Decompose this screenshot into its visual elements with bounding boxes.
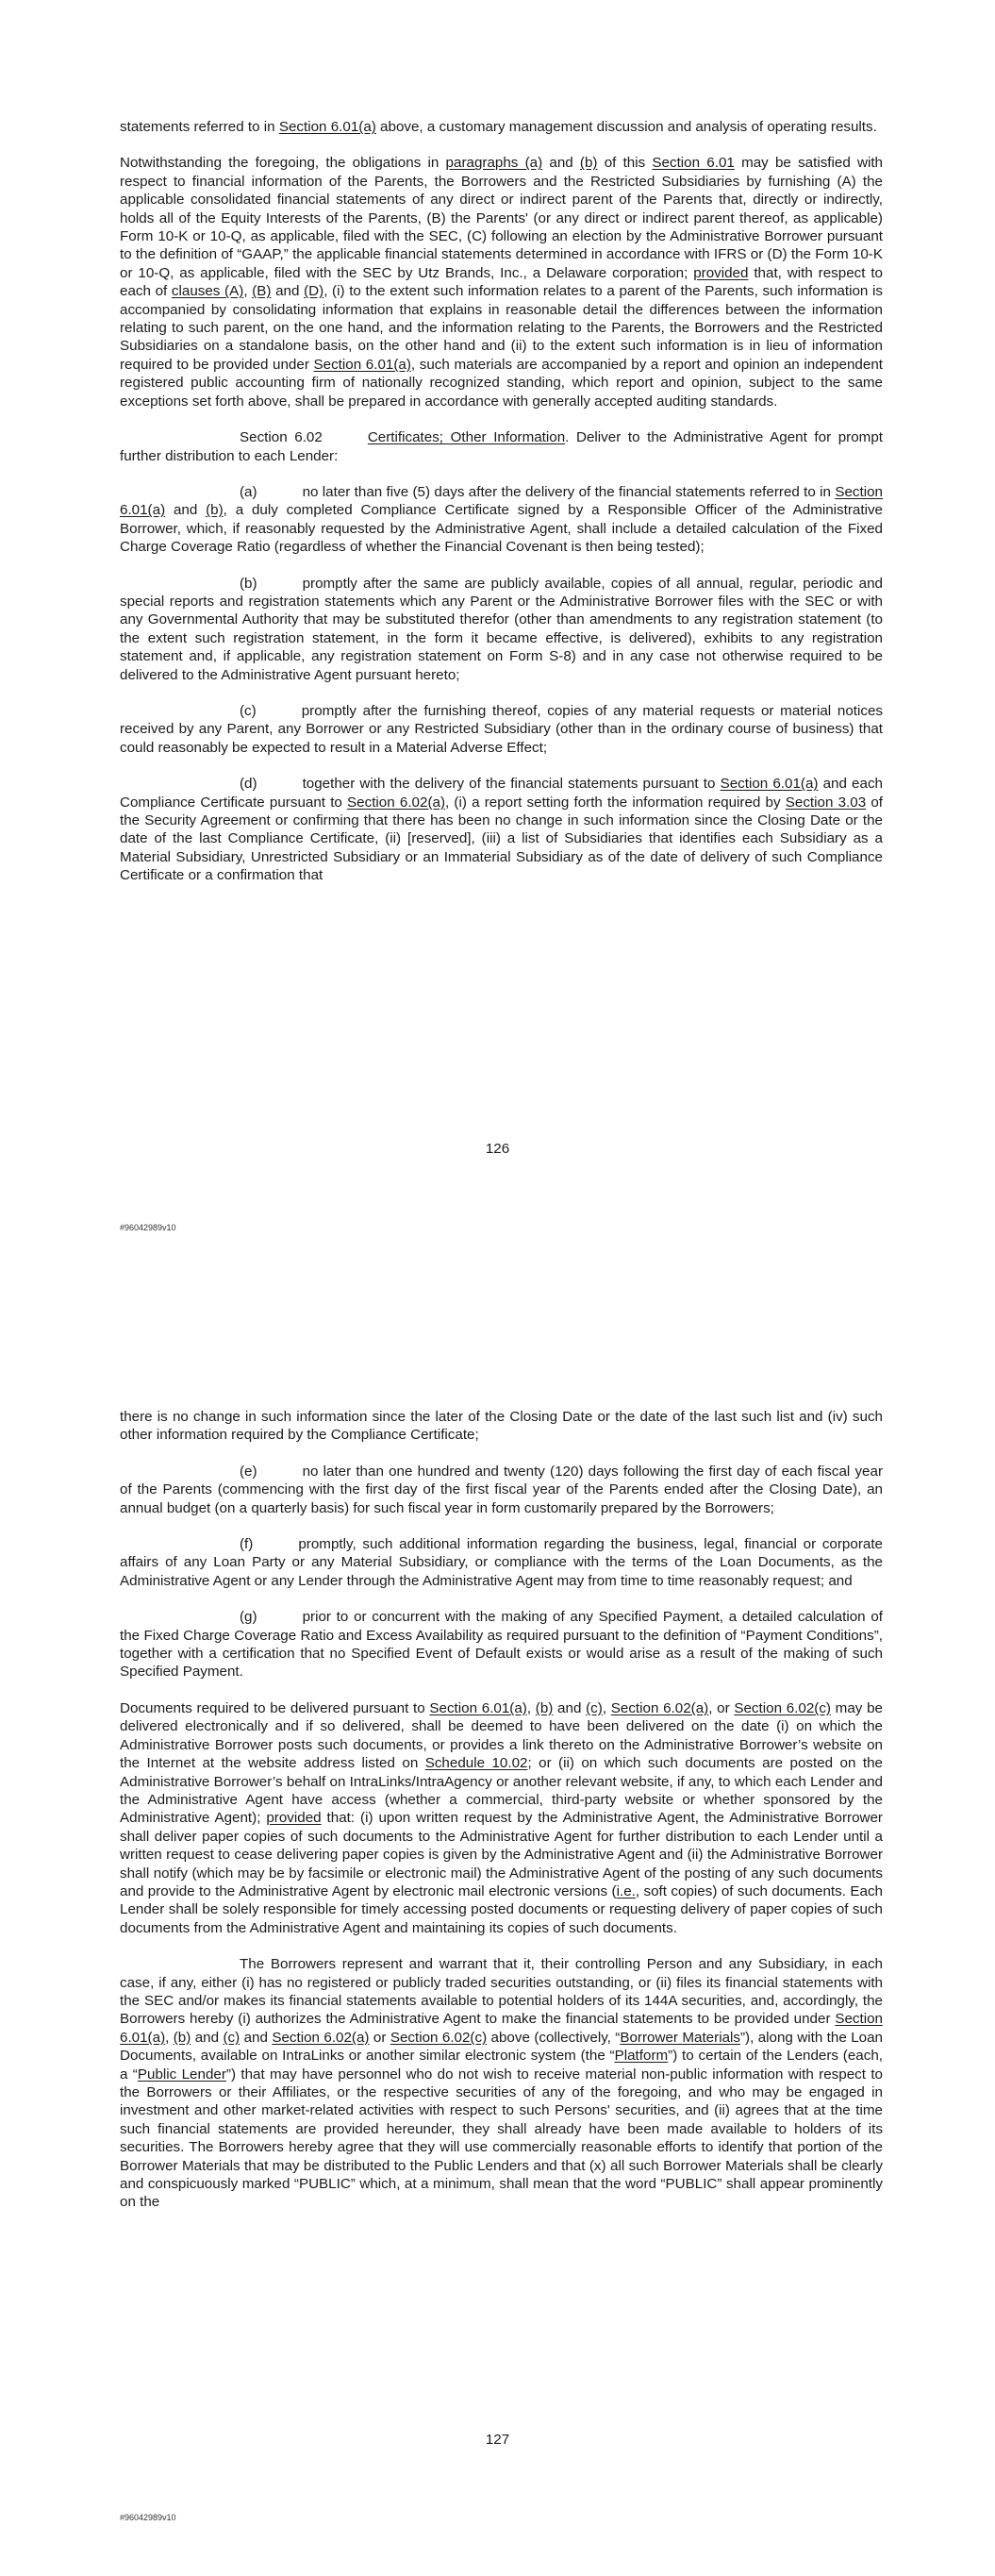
section-title: Certificates; Other Information bbox=[367, 429, 566, 446]
paragraph-continued: there is no change in such information since the later of the Closing Date or the date of the last such list and (iv) such other information required by the Compliance Certificate; bbox=[120, 1409, 883, 1444]
term-platform: Platform bbox=[614, 2048, 669, 2065]
clause-e: (e) no later than one hundred and twenty (120) days following the first day of each fiscal year of the Parents (commencing with the first day of the first fiscal year of the Parents ended after the Closing Date), an annual budget (on a quarterly basis) for such fiscal year in form customarily prepared by the Borrowers; bbox=[120, 1463, 883, 1516]
clause-label: (e) bbox=[240, 1463, 257, 1480]
ref-paragraph-b: (b) bbox=[206, 502, 224, 519]
clause-f: (f) promptly, such additional information regarding the business, legal, financial or corporate affairs of any Loan Party or any Material Subsidiary, or compliance with the terms of the Loan Documents, as the Administrative Agent or any Lender through the Administrative Agent may from time to time reasonably request; and bbox=[120, 1536, 883, 1589]
ref-section-6-02a: Section 6.02(a) bbox=[347, 794, 446, 811]
paragraph-intro: statements referred to in Section 6.01(a) above, a customary management discussion and analysis of operating results. bbox=[120, 119, 877, 135]
ref-section-6-01a: Section 6.01(a) bbox=[313, 356, 411, 373]
clause-d: (d) together with the delivery of the financial statements pursuant to Section 6.01(a) and each Compliance Certificate pursuant to Section 6.02(a), (i) a report setting forth the information required by Section 3.03 of the Security Agreement or confirming that there has been no change in such information since the Closing Date or the date of the last Compliance Certificate, (ii) [reserved], (iii) a list of Subsidiaries that identifies each Subsidiary as a Material Subsidiary, Unrestricted Subsidiary or an Immaterial Subsidiary as of the date of delivery of such Compliance Certificate or a confirmation that bbox=[120, 776, 884, 884]
page-number: 126 bbox=[485, 1141, 510, 1157]
ref-paragraph-b: (b) bbox=[173, 2029, 191, 2046]
section-number: Section 6.02 bbox=[240, 429, 323, 446]
page-127-body bbox=[120, 1408, 883, 2230]
ref-paragraph-c: (c) bbox=[586, 1699, 603, 1716]
ref-section-6-02a: Section 6.02(a) bbox=[610, 1699, 709, 1716]
ref-section-3-03: Section 3.03 bbox=[785, 794, 867, 811]
ref-paragraphs-a: paragraphs (a) bbox=[445, 155, 543, 172]
clause-label: (d) bbox=[240, 776, 257, 793]
term-provided: provided bbox=[693, 264, 749, 281]
paragraph-documents: Documents required to be delivered pursuant to Section 6.01(a), (b) and (c), Section 6.02(a), or Section 6.02(c) may be delivered electronically and if so delivered, shall be deemed to have been delivered on the date (i) on which the Administrative Borrower posts such documents, or provides a link thereto on the Administrative Borrower’s website on the Internet at the website address listed on Schedule 10.02; or (ii) on which such documents are posted on the Administrative Borrower’s behalf on IntraLinks/IntraAgency or another relevant website, if any, to which each Lender and the Administrative Agent have access (whether a commercial, third-party website or whether sponsored by the Administrative Agent); provided that: (i) upon written request by the Administrative Agent, the Administrative Borrower shall deliver paper copies of such documents to the Administrative Agent for further distribution to each Lender until a written request to cease delivering paper copies is given by the Administrative Agent and (ii) the Administrative Borrower shall notify (which may be by facsimile or electronic mail) the Administrative Agent of the posting of any such documents and provide to the Administrative Agent by electronic mail electronic versions (i.e., soft copies) of such documents. Each Lender shall be solely responsible for timely accessing posted documents or requesting delivery of paper copies of such documents from the Administrative Agent and maintaining its copies of such documents. bbox=[120, 1699, 883, 1936]
ref-section-6-02c: Section 6.02(c) bbox=[390, 2029, 488, 2046]
ref-section-6-01a: Section 6.01(a) bbox=[120, 483, 883, 519]
ref-section-6-01a: Section 6.01(a) bbox=[429, 1699, 527, 1716]
ref-section-6-01: Section 6.01 bbox=[652, 155, 735, 172]
term-provided: provided bbox=[266, 1810, 322, 1827]
paragraph-notwithstanding: Notwithstanding the foregoing, the obligations in paragraphs (a) and (b) of this Section 6.01 may be satisfied with respect to financial information of the Parents, the Borrowers and the Restricted Subsidiaries by furnishing (A) the applicable consolidated financial statements of any direct or indirect parent of the Parents that, directly or indirectly, holds all of the Equity Interests of the Parents, (B) the Parents' (or any direct or indirect parent thereof, as applicable) Form 10-K or 10-Q, as applicable, filed with the SEC, (C) following an election by the Administrative Borrower pursuant to the definition of “GAAP,” the applicable financial statements determined in accordance with IFRS or (D) the Form 10-K or 10-Q, as applicable, filed with the SEC by Utz Brands, Inc., a Delaware corporation; provided that, with respect to each of clauses (A), (B) and (D), (i) to the extent such information relates to a parent of the Parents, such information is accompanied by consolidating information that explains in reasonable detail the differences between the information relating to such parent, on the one hand, and the information relating to the Parents, the Borrowers and the Restricted Subsidiaries on a standalone basis, on the other hand and (ii) to the extent such information is in lieu of information required to be provided under Section 6.01(a), such materials are accompanied by a report and opinion an independent registered public accounting firm of nationally recognized standing, which report and opinion, subject to the same exceptions set forth above, shall be prepared in accordance with generally accepted auditing standards. bbox=[120, 155, 884, 410]
page-127 bbox=[0, 1288, 995, 2576]
term-borrower-materials: Borrower Materials bbox=[620, 2029, 740, 2046]
section-6-02-heading: Section 6.02 Certificates; Other Information. Deliver to the Administrative Agent for prompt further distribution to each Lender: bbox=[120, 429, 884, 464]
page-126-body bbox=[120, 118, 883, 903]
ref-section-6-02c: Section 6.02(c) bbox=[734, 1699, 831, 1716]
clause-g: (g) prior to or concurrent with the making of any Specified Payment, a detailed calculation of the Fixed Charge Coverage Ratio and Excess Availability as required pursuant to the definition of “Payment Conditions”, together with a certification that no Specified Event of Default exists or would arise as a result of the making of such Specified Payment. bbox=[120, 1609, 883, 1681]
clause-label: (g) bbox=[240, 1609, 257, 1626]
paragraph-borrowers-represent: The Borrowers represent and warrant that it, their controlling Person and any Subsidiary, in each case, if any, either (i) has no registered or publicly traded securities outstanding, or (ii) files its financial statements with the SEC and/or makes its financial statements available to potential holders of its 144A securities, and, accordingly, the Borrowers hereby (i) authorizes the Administrative Agent to make the financial statements to be provided under Section 6.01(a), (b) and (c) and Section 6.02(a) or Section 6.02(c) above (collectively, “Borrower Materials”), along with the Loan Documents, available on IntraLinks or another similar electronic system (the “Platform”) to certain of the Lenders (each, a “Public Lender”) that may have personnel who do not wish to receive material non-public information with respect to the Borrowers or their Affiliates, or the respective securities of any of the foregoing, and who may be engaged in investment and other market-related activities with respect to such Persons' securities, and (ii) agrees that at the time such financial statements are provided hereunder, they shall already have been made available to holders of its securities. The Borrowers hereby agree that they will use commercially reasonable efforts to identify that portion of the Borrower Materials that may be distributed to the Public Lenders and that (x) all such Borrower Materials shall be clearly and conspicuously marked “PUBLIC” which, at a minimum, shall mean that the word “PUBLIC” shall appear prominently on the bbox=[120, 1956, 883, 2211]
ref-section-6-01a: Section 6.01(a) bbox=[278, 119, 376, 135]
ref-schedule-10-02: Schedule 10.02 bbox=[424, 1755, 528, 1772]
document-id: #96042989v10 bbox=[120, 2513, 176, 2522]
ref-paragraph-c: (c) bbox=[223, 2029, 240, 2046]
term-public-lender: Public Lender bbox=[137, 2066, 226, 2083]
document-id: #96042989v10 bbox=[120, 1223, 176, 1232]
page-number: 127 bbox=[485, 2432, 510, 2448]
clause-label: (b) bbox=[240, 575, 257, 592]
clause-c: (c) promptly after the furnishing thereof, copies of any material requests or material notices received by any Parent, any Borrower or any Restricted Subsidiary (other than in the ordinary course of business) that could reasonably be expected to result in a Material Adverse Effect; bbox=[120, 702, 883, 756]
ref-paragraph-b: (b) bbox=[579, 155, 598, 172]
ref-clause-d: (D) bbox=[304, 283, 324, 300]
ref-clause-a: clauses (A) bbox=[171, 283, 244, 300]
term-ie: i.e. bbox=[616, 1882, 636, 1899]
ref-section-6-01a: Section 6.01(a) bbox=[720, 776, 819, 793]
clause-label: (f) bbox=[240, 1536, 254, 1553]
ref-section-6-02a: Section 6.02(a) bbox=[272, 2029, 370, 2046]
clause-b: (b) promptly after the same are publicly available, copies of all annual, regular, periodic and special reports and registration statements which any Parent or the Administrative Borrower files with the SEC or with any Governmental Authority that may be substituted therefor (other than amendments to any registration statement (to the extent such registration statement, in the form it became effective, is delivered), exhibits to any registration statement and, if applicable, any registration statement on Form S-8) and in any case not otherwise required to be delivered to the Administrative Agent pursuant hereto; bbox=[120, 575, 883, 683]
ref-paragraph-b: (b) bbox=[535, 1699, 554, 1716]
clause-label: (c) bbox=[240, 702, 257, 719]
ref-section-6-01a: Section 6.01(a) bbox=[120, 2011, 883, 2046]
clause-a: (a) no later than five (5) days after the delivery of the financial statements referred to in Section 6.01(a) and (b), a duly completed Compliance Certificate signed by a Responsible Officer of the Administrative Borrower, which, if reasonably requested by the Administrative Agent, shall include a detailed calculation of the Fixed Charge Coverage Ratio (regardless of whether the Financial Covenant is then being tested); bbox=[120, 483, 883, 556]
clause-label: (a) bbox=[240, 483, 257, 500]
ref-clause-b: (B) bbox=[252, 283, 272, 300]
